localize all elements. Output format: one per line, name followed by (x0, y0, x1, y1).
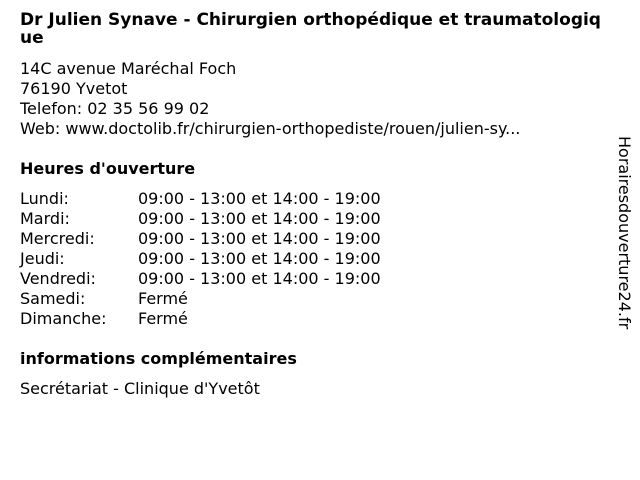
info-text: Secrétariat - Clinique d'Yvetôt (20, 379, 260, 398)
hours-row (20, 209, 610, 229)
site-brand-watermark: Horairesdouverture24.fr (615, 136, 634, 330)
hours-value: 09:00 - 13:00 et 14:00 - 19:00 (138, 189, 381, 208)
hours-value: 09:00 - 13:00 et 14:00 - 19:00 (138, 209, 381, 228)
hours-row (20, 249, 610, 269)
opening-hours-table (20, 189, 610, 329)
hours-value: Fermé (138, 309, 188, 328)
day-label: Vendredi: (20, 269, 96, 288)
business-title: Dr Julien Synave - Chirurgien orthopédique et traumatologique (20, 10, 601, 48)
phone-number[interactable]: Telefon: 02 35 56 99 02 (20, 99, 210, 118)
hours-value: 09:00 - 13:00 et 14:00 - 19:00 (138, 269, 381, 288)
day-label: Mardi: (20, 209, 70, 228)
info-heading: informations complémentaires (20, 349, 297, 368)
hours-value: 09:00 - 13:00 et 14:00 - 19:00 (138, 249, 381, 268)
day-label: Lundi: (20, 189, 69, 208)
hours-value: 09:00 - 13:00 et 14:00 - 19:00 (138, 229, 381, 248)
address-block (20, 59, 610, 139)
business-card (20, 11, 610, 399)
hours-value: Fermé (138, 289, 188, 308)
day-label: Dimanche: (20, 309, 107, 328)
day-label: Jeudi: (20, 249, 65, 268)
hours-row (20, 309, 610, 329)
hours-row (20, 229, 610, 249)
website-link[interactable]: Web: www.doctolib.fr/chirurgien-orthopediste/rouen/julien-sy... (20, 119, 521, 138)
hours-row (20, 289, 610, 309)
hours-row (20, 269, 610, 289)
hours-heading: Heures d'ouverture (20, 159, 196, 178)
city-postal: 76190 Yvetot (20, 79, 128, 98)
day-label: Samedi: (20, 289, 86, 308)
street-address: 14C avenue Maréchal Foch (20, 59, 237, 78)
day-label: Mercredi: (20, 229, 95, 248)
hours-row (20, 189, 610, 209)
